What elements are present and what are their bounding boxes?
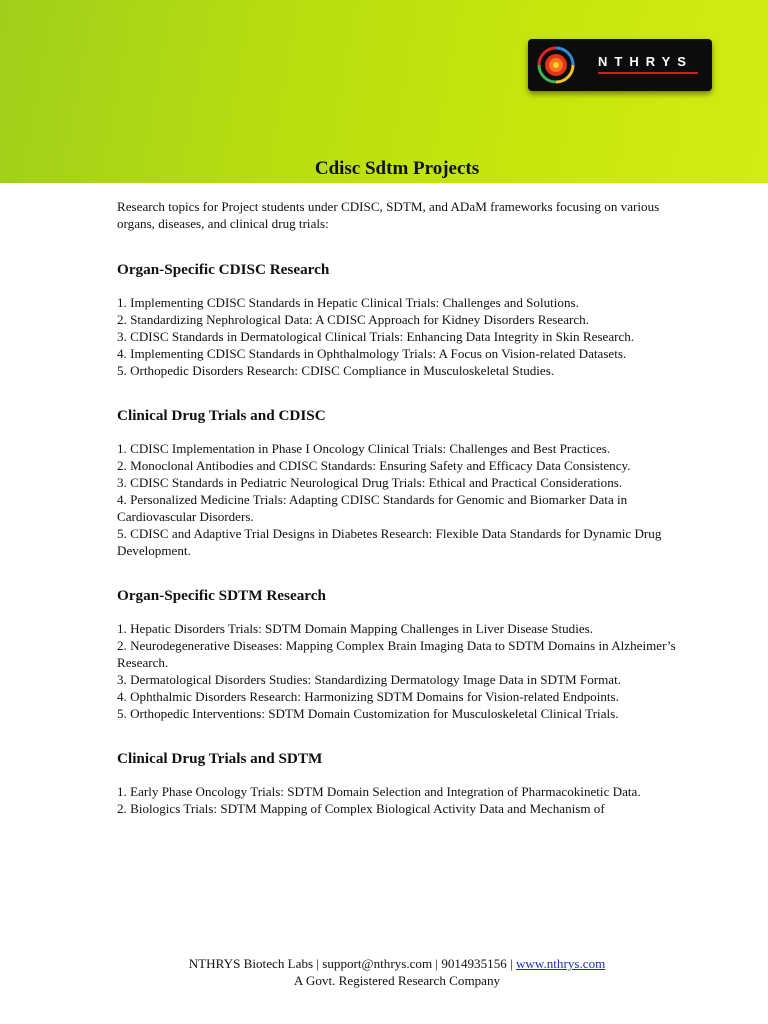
footer-tagline: A Govt. Registered Research Company xyxy=(293,973,501,988)
section-organ-cdisc xyxy=(117,260,689,379)
section-clinical-sdtm xyxy=(117,749,689,817)
section-heading: Organ-Specific SDTM Research xyxy=(117,587,326,604)
section-heading: Organ-Specific CDISC Research xyxy=(117,261,330,278)
header-banner xyxy=(0,0,768,183)
nthrys-logo-icon xyxy=(536,45,576,85)
list-item: 1. Early Phase Oncology Trials: SDTM Domain Selection and Integration of Pharmacokinetic Data. xyxy=(117,784,641,799)
footer-contact-text: NTHRYS Biotech Labs | support@nthrys.com | 9014935156 | xyxy=(188,956,516,971)
list-item: 1. CDISC Implementation in Phase I Oncology Clinical Trials: Challenges and Best Practices. xyxy=(117,441,611,456)
list-item: 4. Ophthalmic Disorders Research: Harmonizing SDTM Domains for Vision-related Endpoints. xyxy=(117,689,619,704)
section-organ-sdtm xyxy=(117,586,689,722)
list-item: 5. Orthopedic Interventions: SDTM Domain Customization for Musculoskeletal Clinical Trials. xyxy=(117,706,619,721)
section-clinical-cdisc xyxy=(117,406,689,559)
page-footer xyxy=(0,955,768,989)
section-heading: Clinical Drug Trials and SDTM xyxy=(117,750,323,767)
section-heading: Clinical Drug Trials and CDISC xyxy=(117,407,326,424)
list-item: 3. CDISC Standards in Dermatological Clinical Trials: Enhancing Data Integrity in Skin Research. xyxy=(117,329,635,344)
list-item: 1. Implementing CDISC Standards in Hepatic Clinical Trials: Challenges and Solutions. xyxy=(117,295,579,310)
list-item: 4. Personalized Medicine Trials: Adapting CDISC Standards for Genomic and Biomarker Data in Cardiovascular Disorders. xyxy=(117,492,628,524)
list-item: 2. Monoclonal Antibodies and CDISC Standards: Ensuring Safety and Efficacy Data Consistency. xyxy=(117,458,631,473)
list-item: 5. Orthopedic Disorders Research: CDISC Compliance in Musculoskeletal Studies. xyxy=(117,363,555,378)
list-item: 2. Biologics Trials: SDTM Mapping of Complex Biological Activity Data and Mechanism of xyxy=(117,801,605,816)
list-item: 1. Hepatic Disorders Trials: SDTM Domain Mapping Challenges in Liver Disease Studies. xyxy=(117,621,594,636)
page-title: Cdisc Sdtm Projects xyxy=(314,158,480,179)
list-item: 2. Neurodegenerative Diseases: Mapping Complex Brain Imaging Data to SDTM Domains in Alzheimer’s Research. xyxy=(117,638,676,670)
brand-logo[interactable] xyxy=(528,39,712,91)
list-item: 3. Dermatological Disorders Studies: Standardizing Dermatology Image Data in SDTM Format. xyxy=(117,672,622,687)
website-link[interactable]: www.nthrys.com xyxy=(515,956,606,971)
brand-name: NTHRYS xyxy=(598,54,693,69)
document-body xyxy=(117,198,689,817)
footer-contact-line xyxy=(0,955,768,972)
list-item: 4. Implementing CDISC Standards in Ophthalmology Trials: A Focus on Vision-related Datasets. xyxy=(117,346,627,361)
list-item: 5. CDISC and Adaptive Trial Designs in Diabetes Research: Flexible Data Standards for Dynamic Drug Development. xyxy=(117,526,662,558)
list-item: 2. Standardizing Nephrological Data: A CDISC Approach for Kidney Disorders Research. xyxy=(117,312,589,327)
brand-underline xyxy=(598,72,698,74)
intro-paragraph: Research topics for Project students under CDISC, SDTM, and ADaM frameworks focusing on various organs, diseases, and clinical drug trials: xyxy=(117,199,660,231)
list-item: 3. CDISC Standards in Pediatric Neurological Drug Trials: Ethical and Practical Considerations. xyxy=(117,475,623,490)
